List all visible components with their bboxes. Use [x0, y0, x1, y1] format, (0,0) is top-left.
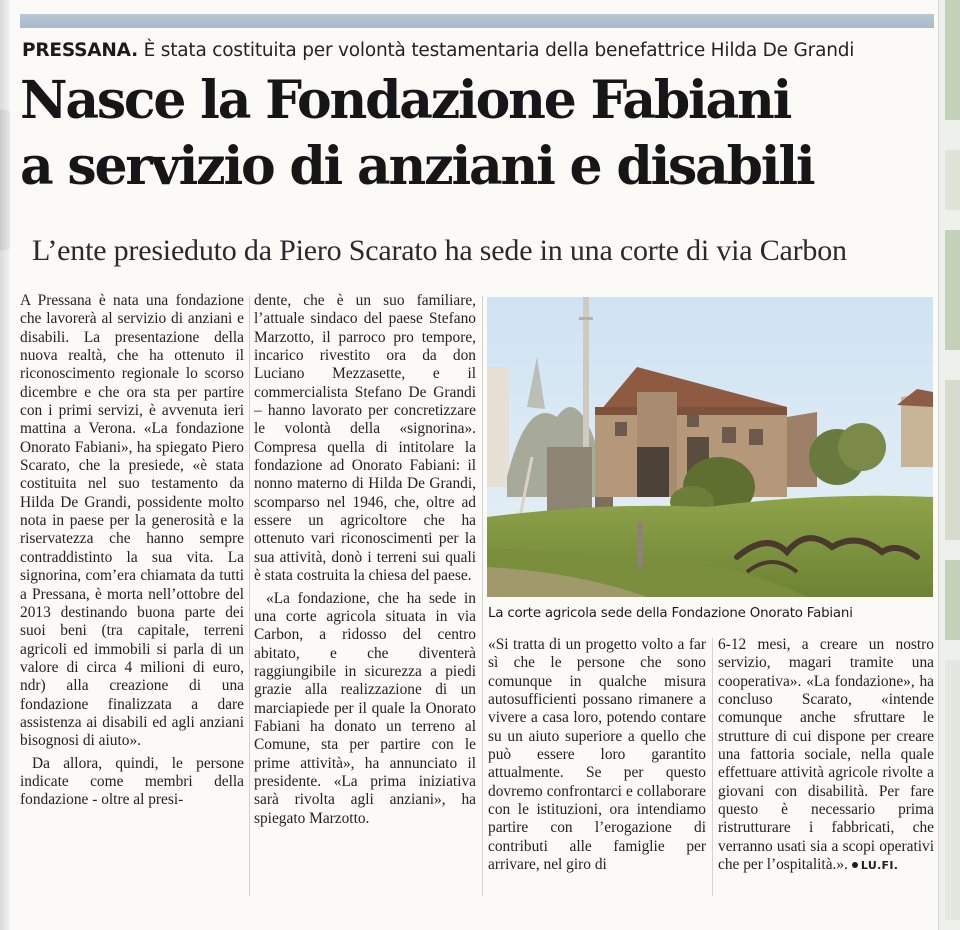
column-2-paragraph-1: dente, che è un suo familiare, l’attuale sindaco del paese Stefano Marzotto, il parroco pro tempore, incarico rivestito ora da don Luciano Mezzasette, e il commercialista Stefano De Grandi – hanno lavorato per concretizzare le volontà della «signorina». Compresa quella di intitolare la fondazione ad Onorato Fabiani: il nonno materno di Hilda De Grandi, scomparso nel 1946, che, oltre ad essere un agricoltore che ha ottenuto vari riconoscimenti per la sua attività, donò i terreni sui quali è stata costruita la chiesa del paese.	[254, 292, 476, 585]
article-photo	[487, 297, 933, 597]
column-divider	[482, 296, 483, 896]
photo-caption: La corte agricola sede della Fondazione Onorato Fabiani	[488, 606, 853, 621]
kicker-place: PRESSANA.	[22, 40, 138, 61]
headline-line-2: a servizio di anziani e disabili	[20, 136, 814, 197]
farmhouse-photo-illustration	[487, 297, 933, 597]
column-divider	[712, 638, 713, 896]
column-1-paragraph-1: A Pressana è nata una fondazione che lavorerà al servizio di anziani e disabili. La presentazione della nuova realtà, che ha ottenuto il riconoscimento regionale lo scorso dicembre e che ora sta per partire con i primi servizi, è avvenuta ieri mattina a Verona. «La fondazione Onorato Fabiani», ha spiegato Piero Scarato, che la presiede, «è stata costituita nel suo testamento da Hilda De Grandi, possidente molto nota in paese per la generosità e la riservatezza che hanno sempre contraddistinto la sua vita. La signorina, com’era chiamata da tutti a Pressana, è morta nell’ottobre del 2013 destinando buona parte dei suoi beni (tra capitale, terreni agricoli ed immobili si parla di un valore di circa 4 milioni di euro, ndr) alla creazione di una fondazione finalizzata a dare assistenza ai disabili ed agli anziani bisognosi di aiuto».	[20, 292, 244, 750]
column-1-paragraph-2: Da allora, quindi, le persone indicate come membri della fondazione - oltre al presi-	[20, 754, 244, 809]
headline-line-1: Nasce la Fondazione Fabiani	[20, 70, 791, 131]
section-top-rule	[20, 14, 934, 28]
kicker-text: È stata costituita per volontà testamentaria della benefattrice Hilda De Grandi	[137, 40, 855, 61]
column-3-paragraph-1: «Si tratta di un progetto volto a far sì che le persone che sono comunque in qualche misura autosufficienti possano rimanere a vivere a casa loro, potendo contare su un aiuto superiore a quello che può essere loro garantito attualmente. Se per questo dovremo confrontarci e collaborare con le istituzioni, ora intendiamo partire con l’erogazione di contributi alle famiglie per arrivare, nel giro di	[488, 636, 706, 874]
page-edge-left	[0, 0, 10, 930]
neighbor-page-strip	[945, 230, 960, 350]
page-edge-right	[938, 0, 960, 930]
column-2-paragraph-2: «La fondazione, che ha sede in una corte agricola situata in via Carbon, a ridosso del centro abitato, e che diventerà raggiungibile in sicurezza a piedi grazie alla realizzazione di un marciapiede per il quale la Onorato Fabiani ha donato un terreno al Comune, sta per partire con le prime attività», ha annunciato il presidente. «La prima iniziativa sarà rivolta agli anziani», ha spiegato Marzotto.	[254, 589, 476, 827]
neighbor-page-strip	[945, 560, 960, 640]
signature-bullet	[852, 862, 858, 868]
article-column-3	[488, 636, 706, 874]
article-kicker	[22, 36, 932, 66]
neighbor-page-strip	[945, 150, 960, 210]
neighbor-page-strip	[945, 380, 960, 540]
column-divider	[249, 296, 250, 896]
neighbor-page-strip	[945, 0, 960, 120]
article-column-2	[254, 292, 476, 828]
neighbor-page-strip	[945, 660, 960, 920]
author-signature: LU.FI.	[860, 859, 899, 873]
article-column-1	[20, 292, 244, 810]
column-4-paragraph-1	[718, 636, 934, 875]
article-column-4	[718, 636, 934, 875]
page-edge-tab	[0, 110, 10, 250]
article-headline	[20, 68, 932, 200]
column-4-text: 6-12 mesi, a creare un nostro servizio, magari tramite una cooperativa». «La fondazione», ha concluso Scarato, «intende comunque anche sfruttare le strutture di cui dispone per creare una fattoria sociale, nella quale effettuare attività agricole rivolte a giovani con disabilità. Per fare questo è necessario prima ristrutturare i fabbricati, che verranno usati sia a scopi operativi che per l’ospitalità.».	[718, 636, 934, 874]
article-subheadline: L’ente presieduto da Piero Scarato ha sede in una corte di via Carbon	[32, 234, 847, 267]
